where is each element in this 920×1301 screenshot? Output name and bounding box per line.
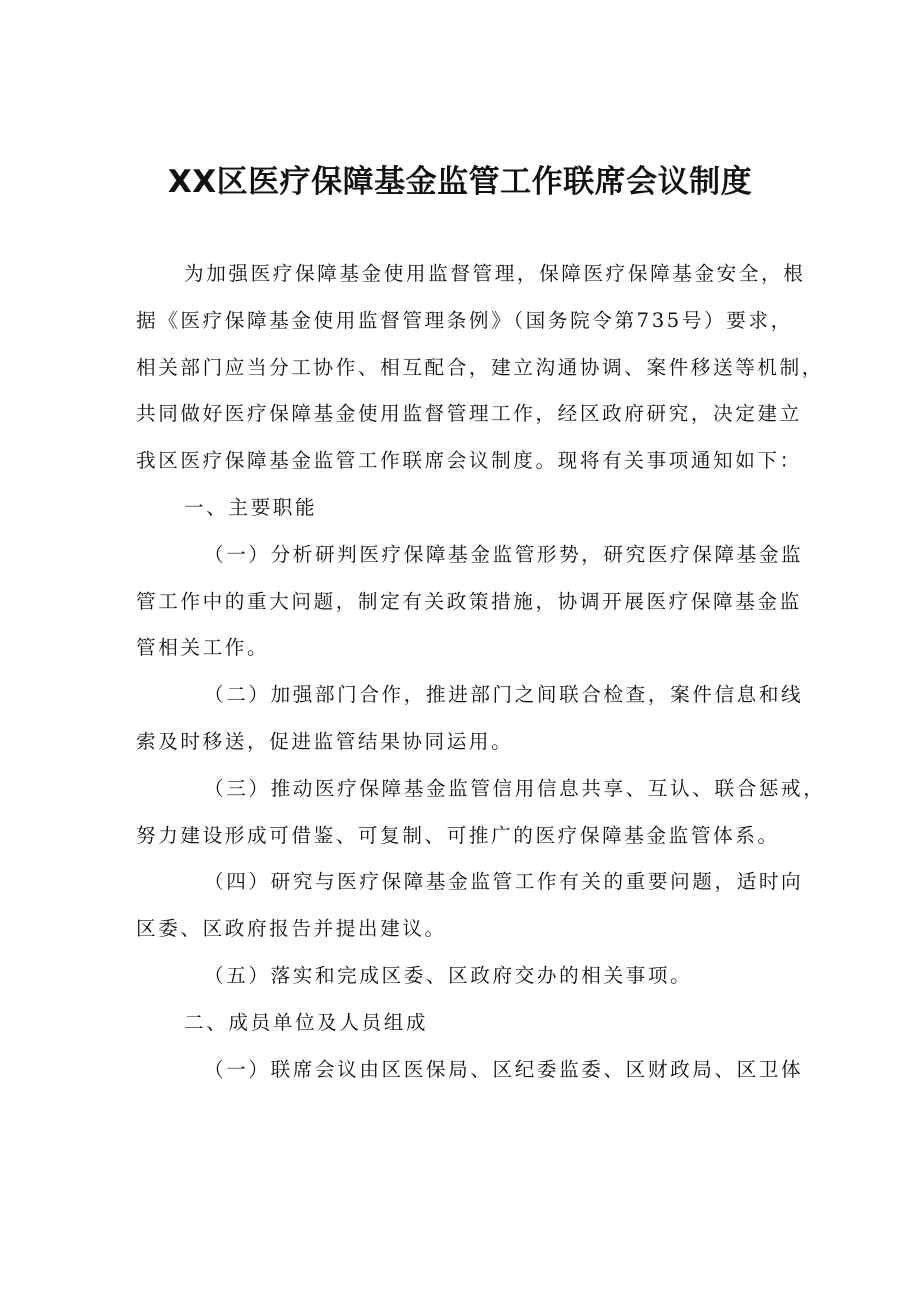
section-heading-2: 二、成员单位及人员组成 xyxy=(184,1010,429,1034)
item-3-line-2: 努力建设形成可借鉴、可复制、可推广的医疗保障基金监管体系。 xyxy=(136,823,780,847)
item-1-line-1: （一）分析研判医疗保障基金监管形势，研究医疗保障基金监 xyxy=(204,542,804,566)
item-5-line-1: （五）落实和完成区委、区政府交办的相关事项。 xyxy=(204,963,693,987)
item-1-line-2: 管工作中的重大问题，制定有关政策措施，协调开展医疗保障基金监 xyxy=(136,589,802,613)
item-3-line-1: （三）推动医疗保障基金监管信用信息共享、互认、联合惩戒， xyxy=(204,776,826,800)
document-title: XX区医疗保障基金监管工作联席会议制度 xyxy=(167,164,753,200)
item-1-line-3: 管相关工作。 xyxy=(136,636,270,660)
paragraph-intro-line-5: 我区医疗保障基金监管工作联席会议制度。现将有关事项通知如下： xyxy=(136,449,802,473)
item-4-line-1: （四）研究与医疗保障基金监管工作有关的重要问题，适时向 xyxy=(204,870,804,894)
paragraph-intro-line-3: 相关部门应当分工协作、相互配合，建立沟通协调、案件移送等机制， xyxy=(136,355,825,379)
item-6-line-1: （一）联席会议由区医保局、区纪委监委、区财政局、区卫体 xyxy=(204,1057,804,1081)
section-heading-1: 一、主要职能 xyxy=(184,495,318,519)
item-2-line-2: 索及时移送，促进监管结果协同运用。 xyxy=(136,729,514,753)
item-4-line-2: 区委、区政府报告并提出建议。 xyxy=(136,917,447,941)
paragraph-intro-line-4: 共同做好医疗保障基金使用监督管理工作，经区政府研究，决定建立 xyxy=(136,402,802,426)
paragraph-intro-line-2: 据《医疗保障基金使用监督管理条例》（国务院令第735号）要求， xyxy=(136,308,793,332)
paragraph-intro-line-1: 为加强医疗保障基金使用监督管理，保障医疗保障基金安全，根 xyxy=(184,262,806,285)
document-body xyxy=(136,251,826,1093)
item-2-line-1: （二）加强部门合作，推进部门之间联合检查，案件信息和线 xyxy=(204,683,804,707)
